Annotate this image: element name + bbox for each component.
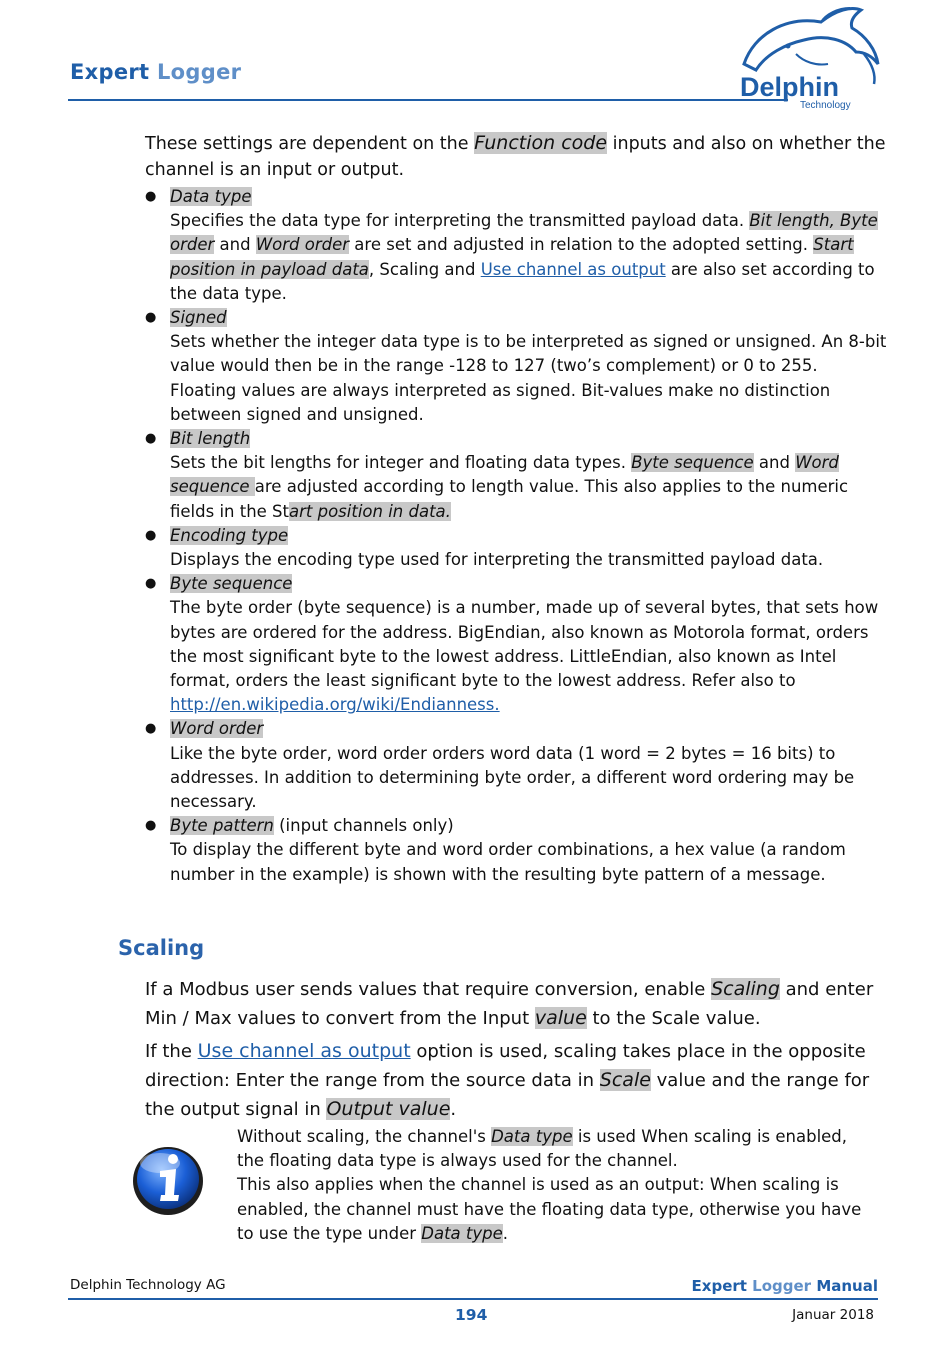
term-word-order-heading: Word order — [170, 719, 264, 739]
scaling-paragraph-1 — [145, 975, 887, 1033]
footer-word-logger: Logger — [752, 1277, 812, 1295]
bullet: ● — [145, 310, 157, 326]
link-use-channel-as-output-2[interactable]: Use channel as output — [197, 1040, 411, 1062]
bullet: ● — [145, 721, 157, 737]
footer-word-manual: Manual — [816, 1277, 878, 1295]
header-rule — [68, 99, 788, 101]
item-text: Like the byte order, word order orders word data (1 word = 2 bytes = 16 bits) to addresses. In addition to determining byte order, a different word ordering may be necessary. — [170, 743, 855, 812]
term-data-type-note-2: Data type — [421, 1223, 503, 1243]
term-scale: Scale — [599, 1069, 651, 1091]
list-item-byte-pattern — [145, 814, 887, 887]
bullet: ● — [145, 818, 157, 834]
delphin-logo — [726, 4, 888, 114]
item-text: Sets whether the integer data type is to be interpreted as signed or unsigned. An 8-bit value would then be in the range -128 to 127 (two’s complement) or 0 to 255. Floating values are always interpreted as signed. Bit-values make no distinction between signed and unsigned. — [170, 332, 887, 424]
list-item-byte-sequence — [145, 572, 887, 717]
note-text: . — [502, 1223, 509, 1243]
info-icon — [130, 1137, 206, 1217]
page-number: 194 — [455, 1306, 488, 1324]
scaling-text: option is used, scaling takes place in the opposite direction: Enter the range from the source data in — [145, 1041, 866, 1091]
term-data-type: Data type — [170, 187, 252, 206]
term-scaling: Scaling — [711, 978, 780, 1000]
term-value: value — [534, 1007, 587, 1029]
title-word-logger: Logger — [157, 60, 242, 84]
footer-manual-title — [692, 1277, 878, 1295]
term-start-position: Start position in payload data — [170, 235, 854, 279]
item-text: Displays the encoding type used for interpreting the transmitted payload data. — [170, 550, 824, 570]
list-item-encoding-type — [145, 524, 887, 572]
intro-text-2: inputs and also on whether the channel is an input or output. — [145, 134, 886, 180]
term-signed: Signed — [170, 308, 227, 328]
item-text: Sets the bit lengths for integer and floating data types. — [170, 453, 632, 473]
scaling-section — [145, 975, 887, 1128]
scaling-text: If the — [145, 1041, 198, 1062]
link-wikipedia-endianness[interactable]: http://en.wikipedia.org/wiki/Endianness. — [170, 695, 500, 715]
item-text: are adjusted according to length value. This also applies to the numeric fields in the St — [170, 477, 849, 521]
term-output-value: Output value — [326, 1098, 451, 1120]
term-word-sequence: Word sequence — [170, 453, 839, 497]
title-word-expert: Expert — [70, 60, 150, 84]
term-word-order: Word order — [255, 235, 350, 255]
scaling-text: and enter Min / Max values to convert from the Input — [145, 979, 874, 1029]
note-text: is used When scaling is enabled, the floating data type is always used for the channel. — [237, 1127, 848, 1171]
scaling-text: If a Modbus user sends values that require conversion, enable — [145, 979, 712, 1000]
list-item-bit-length — [145, 427, 887, 524]
bullet: ● — [145, 431, 157, 447]
item-text: The byte order (byte sequence) is a number, made up of several bytes, that sets how bytes are ordered for the address. BigEndian, also known as Motorola format, orders the most significant byte to the lowest address. LittleEndian, also known as Intel format, orders the least significant byte to the lowest address. Refer also to — [170, 598, 879, 691]
note-paragraph-2 — [237, 1173, 877, 1246]
term-bit-length-byte-order: Bit length, Byte order — [170, 211, 878, 255]
item-text: and — [214, 235, 256, 255]
item-text: are set and adjusted in relation to the adopted setting. — [349, 235, 814, 255]
term-byte-sequence: Byte sequence — [631, 453, 754, 473]
item-text: are also set according to the data type. — [170, 259, 875, 303]
list-item-data-type — [145, 185, 887, 306]
scaling-text: . — [450, 1099, 457, 1120]
term-start-position-in-data: art position in data. — [289, 501, 451, 521]
term-bit-length: Bit length — [170, 429, 251, 449]
term-encoding-type: Encoding type — [170, 525, 289, 545]
document-title — [70, 60, 241, 84]
info-note — [237, 1125, 877, 1246]
link-use-channel-as-output[interactable]: Use channel as output — [480, 259, 666, 279]
logo-sub-text: Technology — [800, 100, 851, 111]
footer-word-expert: Expert — [691, 1277, 747, 1295]
intro-paragraph — [145, 130, 887, 183]
item-text: To display the different byte and word order combinations, a hex value (a random number in the example) is shown with the resulting byte pattern of a message. — [170, 840, 846, 884]
list-item-word-order — [145, 717, 887, 814]
main-content — [145, 130, 887, 887]
note-paragraph-1 — [237, 1125, 877, 1173]
footer-company: Delphin Technology AG — [70, 1277, 226, 1293]
note-text: This also applies when the channel is used as an output: When scaling is enabled, the channel must have the floating data type, otherwise you have to use the type under — [237, 1175, 862, 1243]
logo-brand-text: Delphin — [740, 72, 839, 102]
bullet: ● — [145, 576, 157, 592]
note-text: Without scaling, the channel's — [237, 1127, 492, 1146]
footer-rule — [68, 1298, 878, 1300]
bullet: ● — [145, 189, 157, 204]
item-text: , Scaling and — [368, 259, 481, 279]
section-heading-scaling: Scaling — [118, 936, 205, 960]
list-item-signed — [145, 306, 887, 427]
term-byte-sequence-heading: Byte sequence — [170, 574, 293, 594]
item-text: (input channels only) — [273, 816, 454, 836]
term-data-type-note: Data type — [491, 1127, 573, 1146]
footer-date: Januar 2018 — [792, 1307, 874, 1323]
intro-text-1: These settings are dependent on the — [145, 134, 475, 154]
term-byte-pattern: Byte pattern — [170, 816, 274, 836]
scaling-text: value and the range for the output signal in — [145, 1070, 870, 1120]
scaling-text: to the Scale value. — [586, 1008, 761, 1029]
settings-list — [145, 185, 887, 887]
term-function-code: Function code — [474, 132, 608, 154]
scaling-paragraph-2 — [145, 1037, 887, 1124]
item-text: Specifies the data type for interpreting the transmitted payload data. — [170, 211, 750, 231]
bullet: ● — [145, 527, 157, 543]
item-text: and — [753, 453, 796, 473]
